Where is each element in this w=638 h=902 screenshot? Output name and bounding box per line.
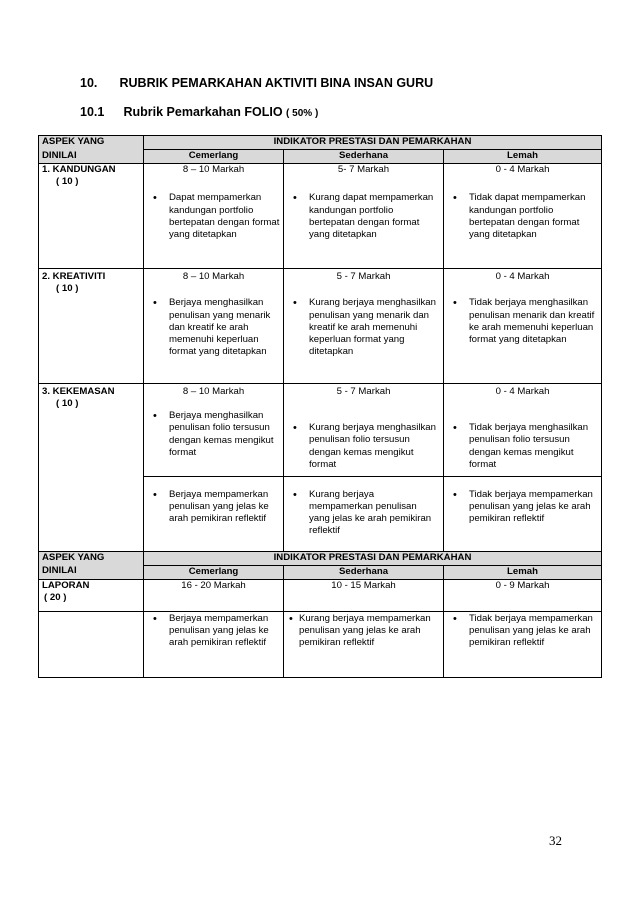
aspect-cell-empty: [39, 188, 144, 268]
marks-lemah: 0 - 4 Markah: [444, 164, 602, 189]
marks-sederhana: 5- 7 Markah: [284, 164, 444, 189]
aspect-cell: [39, 164, 144, 189]
level-lemah: Lemah: [444, 565, 602, 579]
header-row: [39, 136, 602, 150]
page-number: 32: [549, 833, 562, 848]
aspect-marks: ( 20 ): [44, 591, 67, 603]
descriptor: • Tidak berjaya menghasilkan penulisan folio tersusun dengan kemas mengikut format: [447, 422, 598, 471]
subsection-title: Rubrik Pemarkahan FOLIO: [123, 105, 283, 119]
aspect-header-2: DINILAI: [39, 565, 144, 579]
marks-cemerlang: 8 – 10 Markah: [144, 164, 284, 189]
level-lemah: Lemah: [444, 150, 602, 164]
descriptor-cell: [144, 295, 284, 383]
level-cemerlang: Cemerlang: [144, 565, 284, 579]
aspect-marks: ( 10 ): [56, 398, 79, 410]
aspect-cell-empty: [39, 476, 144, 551]
descriptor-cell: [284, 295, 444, 383]
level-sederhana: Sederhana: [284, 565, 444, 579]
aspect-header-2: DINILAI: [39, 150, 144, 164]
subsection-weight: ( 50% ): [286, 108, 319, 119]
descriptor: • Tidak berjaya mempamerkan penulisan yang jelas ke arah pemikiran reflektif: [447, 489, 598, 526]
marks-lemah: 0 - 9 Markah: [444, 579, 602, 611]
levels-row: [39, 150, 602, 164]
rubric-row-kekemasan: [39, 383, 602, 410]
level-sederhana: Sederhana: [284, 150, 444, 164]
level-cemerlang: Cemerlang: [144, 150, 284, 164]
header-row-2: [39, 551, 602, 565]
rubric-row-laporan-desc: [39, 611, 602, 677]
rubric-row-kreativiti: [39, 268, 602, 295]
marks-cemerlang: 8 – 10 Markah: [144, 268, 284, 295]
descriptor-cell: [444, 188, 602, 268]
aspect-name: LAPORAN: [42, 579, 90, 591]
descriptor-cell: [284, 476, 444, 551]
aspect-cell-empty: [39, 611, 144, 677]
descriptor-cell: [444, 410, 602, 476]
aspect-cell-empty: [39, 410, 144, 476]
aspect-cell-empty: [39, 295, 144, 383]
marks-sederhana: 10 - 15 Markah: [284, 579, 444, 611]
indicator-header: INDIKATOR PRESTASI DAN PEMARKAHAN: [144, 551, 602, 565]
subsection-number: 10.1: [80, 105, 105, 119]
descriptor: • Berjaya menghasilkan penulisan yang menarik dan kreatif ke arah memenuhi keperluan format yang ditetapkan: [147, 297, 280, 358]
descriptor-cell: [144, 188, 284, 268]
aspect-cell: [39, 579, 144, 611]
descriptor: • Dapat mempamerkan kandungan portfolio bertepatan dengan format yang ditetapkan: [147, 192, 280, 241]
descriptor: • Berjaya mempamerkan penulisan yang jelas ke arah pemikiran reflektif: [147, 613, 280, 650]
descriptor: • Tidak dapat mempamerkan kandungan portfolio bertepatan dengan format yang ditetapkan: [447, 192, 598, 241]
rubric-row-kekemasan-desc: [39, 410, 602, 476]
descriptor-cell: [444, 611, 602, 677]
descriptor: • Kurang berjaya menghasilkan penulisan folio tersusun dengan kemas mengikut format: [287, 422, 440, 471]
section-number: 10.: [80, 76, 98, 90]
marks-cemerlang: 8 – 10 Markah: [144, 383, 284, 410]
aspect-marks: ( 10 ): [56, 283, 79, 295]
levels-row-2: [39, 565, 602, 579]
aspect-header: ASPEK YANG: [39, 136, 144, 150]
marks-sederhana: 5 - 7 Markah: [284, 268, 444, 295]
descriptor: • Kurang berjaya mempamerkan penulisan yang jelas ke arah pemikiran reflektif: [287, 613, 440, 650]
rubric-row-laporan: [39, 579, 602, 611]
descriptor: • Kurang dapat mempamerkan kandungan portfolio bertepatan dengan format yang ditetapkan: [287, 192, 440, 241]
aspect-cell: [39, 268, 144, 295]
aspect-name: 2. KREATIVITI: [42, 270, 106, 282]
marks-cemerlang: 16 - 20 Markah: [144, 579, 284, 611]
descriptor: • Kurang berjaya mempamerkan penulisan yang jelas ke arah pemikiran reflektif: [287, 489, 440, 538]
descriptor-cell: [144, 410, 284, 476]
rubric-row-kekemasan-desc2: [39, 476, 602, 551]
section-heading: [80, 76, 433, 90]
indicator-header: INDIKATOR PRESTASI DAN PEMARKAHAN: [144, 136, 602, 150]
descriptor-cell: [284, 410, 444, 476]
descriptor: • Tidak berjaya mempamerkan penulisan yang jelas ke arah pemikiran reflektif: [447, 613, 598, 650]
subsection-heading: [80, 105, 318, 119]
descriptor-cell: [144, 476, 284, 551]
descriptor-cell: [444, 295, 602, 383]
marks-sederhana: 5 - 7 Markah: [284, 383, 444, 410]
rubric-row-kandungan: [39, 164, 602, 189]
rubric-table: [38, 135, 602, 678]
descriptor-cell: [284, 611, 444, 677]
descriptor-cell: [444, 476, 602, 551]
aspect-name: 3. KEKEMASAN: [42, 385, 115, 397]
descriptor-cell: [144, 611, 284, 677]
marks-lemah: 0 - 4 Markah: [444, 383, 602, 410]
descriptor-cell: [284, 188, 444, 268]
marks-lemah: 0 - 4 Markah: [444, 268, 602, 295]
descriptor: • Kurang berjaya menghasilkan penulisan yang menarik dan kreatif ke arah memenuhi keperluan format yang ditetapkan: [287, 297, 440, 358]
descriptor: • Tidak berjaya menghasilkan penulisan menarik dan kreatif ke arah memenuhi keperluan format yang ditetapkan: [447, 297, 598, 346]
rubric-row-kandungan-desc: [39, 188, 602, 268]
descriptor: • Berjaya mempamerkan penulisan yang jelas ke arah pemikiran reflektif: [147, 489, 280, 526]
section-title: RUBRIK PEMARKAHAN AKTIVITI BINA INSAN GURU: [119, 76, 434, 90]
aspect-cell: [39, 383, 144, 410]
descriptor: • Berjaya menghasilkan penulisan folio tersusun dengan kemas mengikut format: [147, 410, 280, 459]
rubric-row-kreativiti-desc: [39, 295, 602, 383]
aspect-header: ASPEK YANG: [39, 551, 144, 565]
aspect-name: 1. KANDUNGAN: [42, 164, 116, 175]
aspect-marks: ( 10 ): [56, 176, 79, 188]
